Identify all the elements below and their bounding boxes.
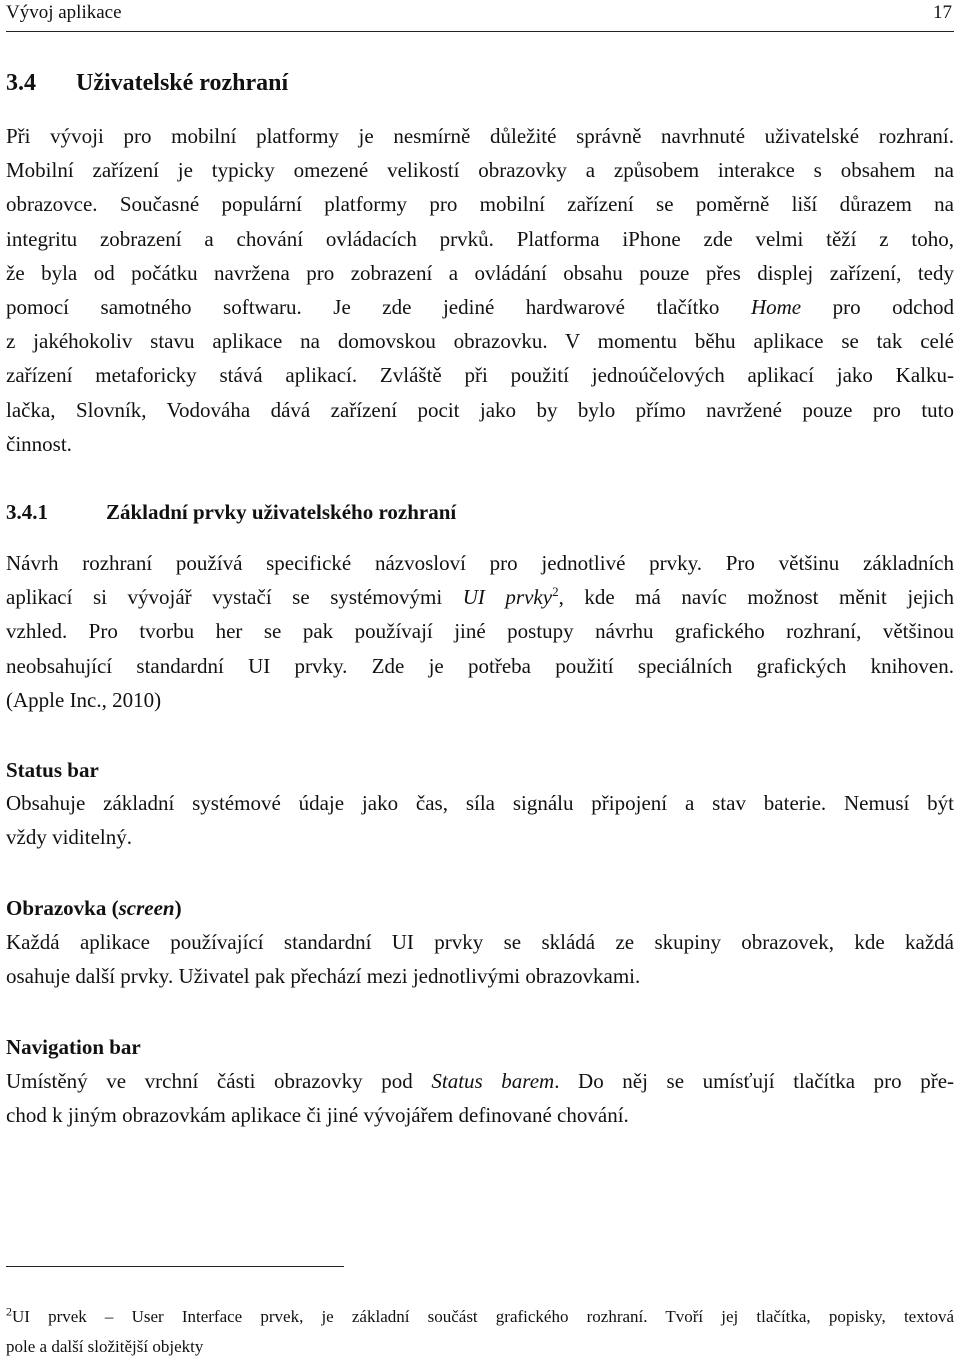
text-fragment: , kde má navíc možnost měnit jejich xyxy=(558,585,955,610)
footnote-marker: 2 xyxy=(6,1304,12,1319)
emphasis-screen: screen xyxy=(118,896,175,920)
paragraph-status-bar xyxy=(6,786,954,854)
text-line: vždy viditelný. xyxy=(6,825,132,850)
text-line xyxy=(6,1064,954,1098)
text-line: lačka, Slovník, Vodováha dává zařízení pocit jako by bylo přímo navržené pouze pro tuto xyxy=(6,397,954,422)
subsection-title: Základní prvky uživatelského rozhraní xyxy=(106,500,457,524)
text-line: integritu zobrazení a chování ovládacích prvků. Platforma iPhone zde velmi těží z toho, xyxy=(6,226,954,251)
running-header-title: Vývoj aplikace xyxy=(6,2,122,23)
subsection-number: 3.4.1 xyxy=(6,500,48,524)
text-line: Mobilní zařízení je typicky omezené velikostí obrazovky a způsobem interakce s obsahem na xyxy=(6,158,954,183)
paragraph-ui-elements xyxy=(6,546,954,717)
section-title: Uživatelské rozhraní xyxy=(76,70,289,96)
text-line: obrazovce. Současné populární platformy pro mobilní zařízení se poměrně liší důrazem na xyxy=(6,192,954,217)
emphasis-home: Home xyxy=(750,295,802,320)
emphasis-status-barem: Status barem xyxy=(431,1069,555,1093)
emphasis-ui-prvky: UI prvky xyxy=(462,585,553,610)
text-line: Obsahuje základní systémové údaje jako čas, síla signálu připojení a stav baterie. Nemusí být xyxy=(6,791,954,815)
subsection-heading xyxy=(6,500,456,525)
screen-heading xyxy=(6,896,182,921)
section-heading xyxy=(6,70,288,97)
footnote-divider xyxy=(6,1266,344,1267)
text-line xyxy=(6,290,954,324)
paragraph-intro xyxy=(6,119,954,461)
footnote-line xyxy=(6,1302,954,1332)
footnote xyxy=(6,1302,954,1362)
text-fragment: . Do něj se umísťují tlačítka pro pře- xyxy=(554,1069,955,1093)
text-fragment: pomocí samotného softwaru. Je zde jediné hardwarové tlačítko xyxy=(6,295,720,320)
status-bar-heading: Status bar xyxy=(6,758,99,782)
text-line: osahuje další prvky. Uživatel pak přechází mezi jednotlivými obrazovkami. xyxy=(6,964,641,989)
text-line xyxy=(6,580,954,614)
text-line: z jakéhokoliv stavu aplikace na domovskou obrazovku. V momentu běhu aplikace se tak celé xyxy=(6,329,954,354)
citation: (Apple Inc., 2010) xyxy=(6,687,162,712)
heading-fragment: Obrazovka ( xyxy=(6,896,119,920)
text-fragment: pro odchod xyxy=(832,295,954,320)
text-fragment: aplikací si vývojář vystačí se systémovými xyxy=(6,585,443,610)
text-line: činnost. xyxy=(6,431,72,456)
text-line: Návrh rozhraní používá specifické názvosloví pro jednotlivé prvky. Pro většinu základních xyxy=(6,551,954,575)
text-fragment: UI prvek – User Interface prvek, je základní součást grafického rozhraní. Tvoří jej tlačítka, popisky, textová xyxy=(12,1307,954,1326)
text-line: chod k jiným obrazovkám aplikace či jiné vývojářem definované chování. xyxy=(6,1103,629,1128)
text-line: Při vývoji pro mobilní platformy je nesmírně důležité správně navrhnuté uživatelské rozhraní. xyxy=(6,124,954,148)
heading-fragment: ) xyxy=(174,896,182,920)
footnote-line: pole a další složitější objekty xyxy=(6,1337,204,1356)
navigation-bar-heading: Navigation bar xyxy=(6,1035,141,1059)
section-number: 3.4 xyxy=(6,70,36,96)
header-divider xyxy=(6,31,954,32)
paragraph-navigation-bar xyxy=(6,1064,954,1132)
footnote-reference: 2 xyxy=(552,584,559,600)
page-number: 17 xyxy=(933,2,952,23)
text-line: neobsahující standardní UI prvky. Zde je potřeba použití speciálních grafických knihoven. xyxy=(6,653,954,678)
paragraph-screen xyxy=(6,925,954,993)
text-line: vzhled. Pro tvorbu her se pak používají jiné postupy návrhu grafického rozhraní, většinou xyxy=(6,619,954,644)
text-line: že byla od počátku navržena pro zobrazení a ovládání obsahu pouze přes displej zařízení, tedy xyxy=(6,260,954,285)
text-line: Každá aplikace používající standardní UI prvky se skládá ze skupiny obrazovek, kde každá xyxy=(6,930,954,954)
text-line: zařízení metaforicky stává aplikací. Zvláště při použití jednoúčelových aplikací jako Kalku- xyxy=(6,363,954,388)
text-fragment: Umístěný ve vrchní části obrazovky pod xyxy=(6,1069,413,1093)
